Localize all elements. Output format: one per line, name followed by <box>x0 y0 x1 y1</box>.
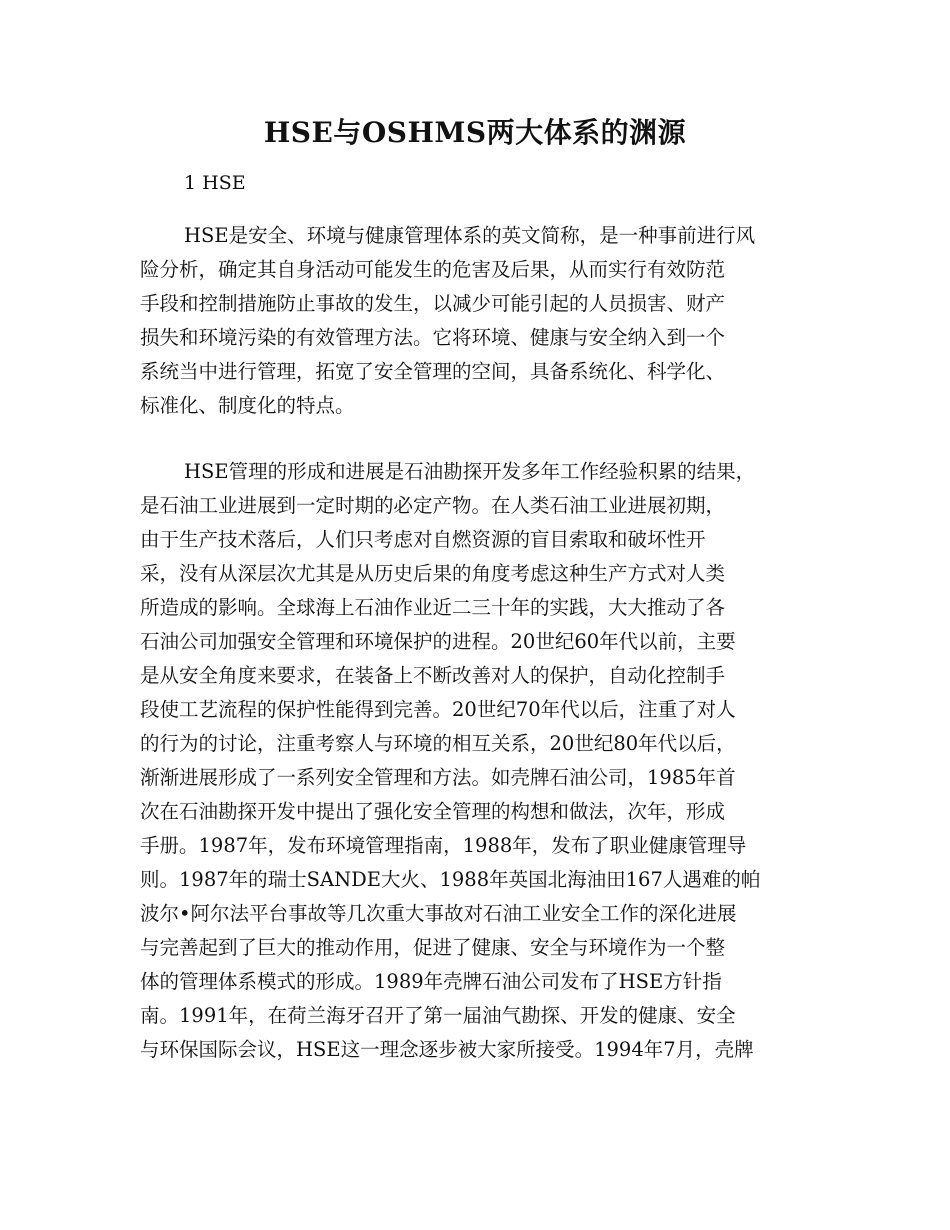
paragraph-line: 南。1991年，在荷兰海牙召开了第一届油气勘探、开发的健康、安全 <box>140 1004 736 1027</box>
paragraph-line: 是石油工业进展到一定时期的必定产物。在人类石油工业进展初期， <box>140 494 726 517</box>
paragraph-line: 是从安全角度来要求，在装备上不断改善对人的保护，自动化控制手 <box>140 664 726 687</box>
paragraph-line: 所造成的影响。全球海上石油作业近二三十年的实践，大大推动了各 <box>140 596 726 619</box>
paragraph-line: 与完善起到了巨大的推动作用，促进了健康、安全与环境作为一个整 <box>140 936 726 959</box>
paragraph-2 <box>140 455 810 1067</box>
paragraph-line: 采，没有从深层次尤其是从历史后果的角度考虑这种生产方式对人类 <box>140 562 726 585</box>
paragraph-line: 则。1987年的瑞士SANDE大火、1988年英国北海油田167人遇难的帕 <box>140 868 761 891</box>
paragraph-line: 系统当中进行管理，拓宽了安全管理的空间，具备系统化、科学化、 <box>140 360 726 383</box>
paragraph-line: 体的管理体系模式的形成。1989年壳牌石油公司发布了HSE方针指 <box>140 970 722 993</box>
document-title: HSE与OSHMS两大体系的渊源 <box>263 116 687 149</box>
paragraph-line: HSE是安全、环境与健康管理体系的英文简称，是一种事前进行风 <box>184 224 756 247</box>
paragraph-line: 的行为的讨论，注重考察人与环境的相互关系，20世纪80年代以后， <box>140 732 736 755</box>
paragraph-line: 损失和环境污染的有效管理方法。它将环境、健康与安全纳入到一个 <box>140 326 726 349</box>
paragraph-line: HSE管理的形成和进展是石油勘探开发多年工作经验积累的结果， <box>184 460 756 483</box>
paragraph-line: 由于生产技术落后，人们只考虑对自燃资源的盲目索取和破坏性开 <box>140 528 706 551</box>
paragraph-line: 渐渐进展形成了一系列安全管理和方法。如壳牌石油公司，1985年首 <box>140 766 736 789</box>
paragraph-line: 段使工艺流程的保护性能得到完善。20世纪70年代以后，注重了对人 <box>140 698 736 721</box>
paragraph-line: 波尔•阿尔法平台事故等几次重大事故对石油工业安全工作的深化进展 <box>140 902 737 925</box>
paragraph-line: 险分析，确定其自身活动可能发生的危害及后果，从而实行有效防范 <box>140 258 726 281</box>
paragraph-line: 手册。1987年，发布环境管理指南，1988年，发布了职业健康管理导 <box>140 834 747 857</box>
paragraph-line: 标准化、制度化的特点。 <box>140 394 355 417</box>
paragraph-line: 手段和控制措施防止事故的发生，以减少可能引起的人员损害、财产 <box>140 292 726 315</box>
paragraph-line: 与环保国际会议，HSE这一理念逐步被大家所接受。1994年7月，壳牌 <box>140 1038 754 1061</box>
paragraph-line: 次在石油勘探开发中提出了强化安全管理的构想和做法，次年，形成 <box>140 800 726 823</box>
section-heading: 1 HSE <box>184 172 246 194</box>
paragraph-line: 石油公司加强安全管理和环境保护的进程。20世纪60年代以前，主要 <box>140 630 736 653</box>
paragraph-1 <box>140 219 810 423</box>
